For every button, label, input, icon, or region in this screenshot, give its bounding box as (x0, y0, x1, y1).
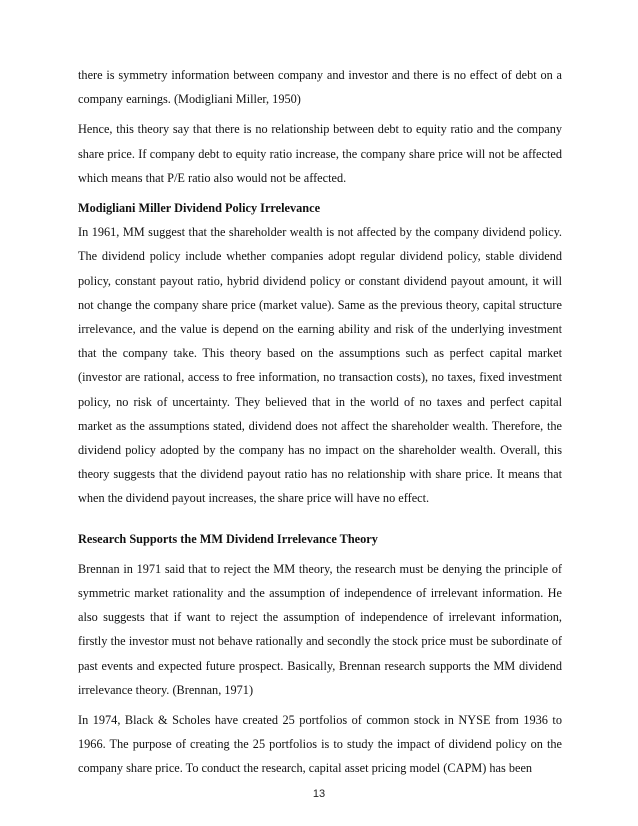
heading-research-supports: Research Supports the MM Dividend Irrelevance Theory (78, 531, 378, 546)
paragraph-mm-1961: In 1961, MM suggest that the shareholder wealth is not affected by the company dividend policy. The dividend policy include whether companies adopt regular dividend policy, stable dividend policy, constant payout ratio, hybrid dividend policy or constant dividend payout amount, it will not change the company share price (market value). Same as the previous theory, capital structure irrelevance, and the value is depend on the earning ability and risk of the underlying investment that the company take. This theory based on the assumptions such as perfect capital market (investor are rational, access to free information, no transaction costs), no taxes, fixed investment policy, no risk of uncertainty. They believed that in the world of no taxes and perfect capital market as the assumptions stated, dividend does not affect the shareholder wealth. Therefore, the dividend policy adopted by the company has no impact on the shareholder wealth. Overall, this theory suggests that the dividend payout ratio has no relationship with share price. It means that when the dividend payout increases, the share price will have no effect. (78, 225, 562, 506)
paragraph-symmetry-info: there is symmetry information between company and investor and there is no effect of debt on a company earnings. (Modigliani Miller, 1950) (78, 68, 562, 107)
heading-dividend-irrelevance: Modigliani Miller Dividend Policy Irrelevance (78, 201, 321, 216)
paragraph-debt-equity: Hence, this theory say that there is no relationship between debt to equity ratio and the company share price. If company debt to equity ratio increase, the company share price will not be affected which means that P/E ratio also would not be affected. (78, 122, 562, 185)
page-number: 13 (312, 788, 326, 800)
paragraph-black-scholes-1974: In 1974, Black & Scholes have created 25 portfolios of common stock in NYSE from 1936 to 1966. The purpose of creating the 25 portfolios is to study the impact of dividend policy on the company share price. To conduct the research, capital asset pricing model (CAPM) has been (78, 713, 562, 776)
page-body (78, 63, 562, 787)
paragraph-brennan-1971: Brennan in 1971 said that to reject the MM theory, the research must be denying the principle of symmetric market rationality and the assumption of independence of irrelevant information. He also suggests that if want to reject the assumption of independence of irrelevant information, firstly the investor must not behave rationally and secondly the stock price must be subordinate of past events and expected future prospect. Basically, Brennan research supports the MM dividend irrelevance theory. (Brennan, 1971) (78, 561, 562, 697)
